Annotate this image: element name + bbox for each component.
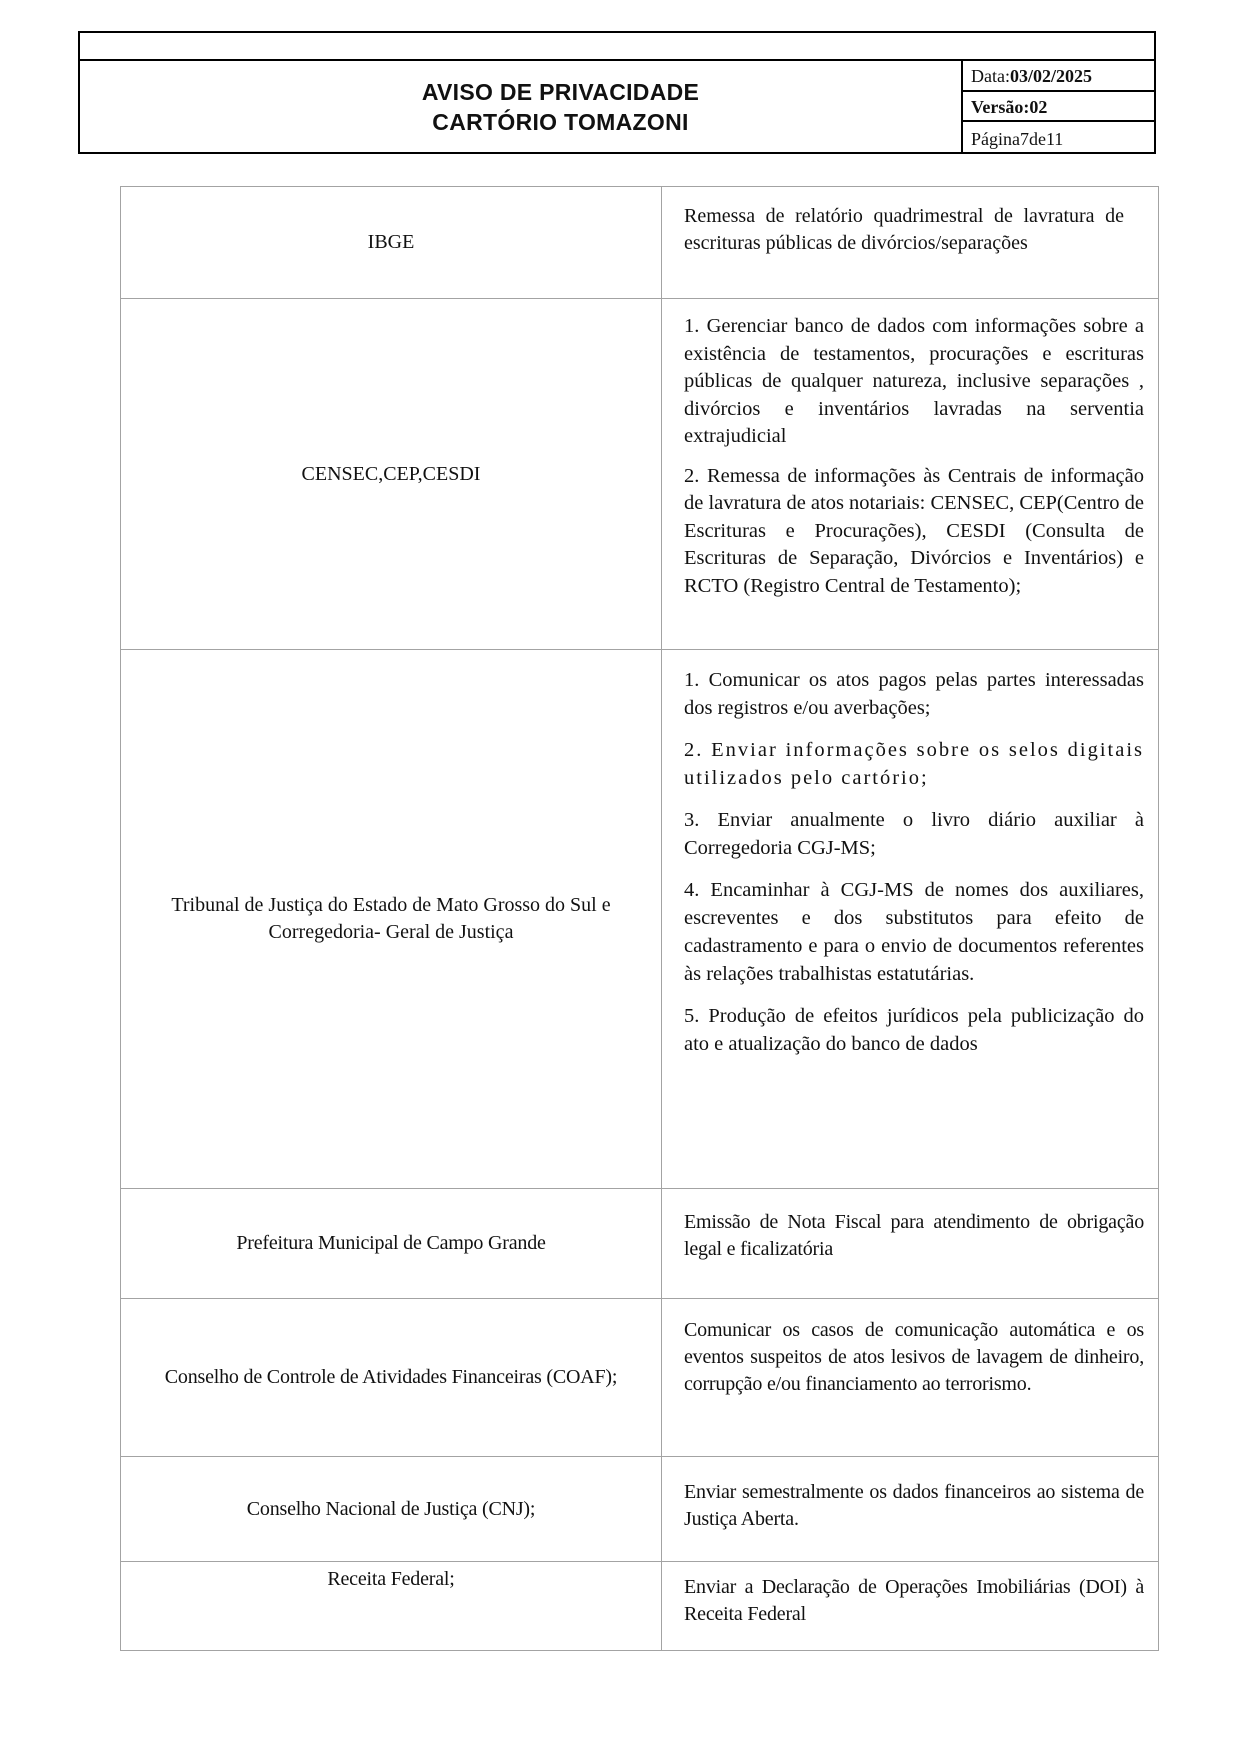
table-row-ibge: [121, 187, 1158, 299]
entity-cell: [121, 1299, 662, 1456]
title-line-2: CARTÓRIO TOMAZONI: [432, 108, 689, 135]
header-main-row: [80, 61, 1154, 152]
purpose-paragraph: Enviar semestralmente os dados financeiros ao sistema de Justiça Aberta.: [684, 1481, 1144, 1530]
date-value: 03/02/2025: [1009, 66, 1092, 86]
entity-name: Conselho de Controle de Atividades Financeiras (COAF);: [164, 1366, 618, 1388]
document-header: [78, 31, 1156, 154]
entity-cell: [121, 650, 662, 1188]
date-label: Data:: [971, 66, 1010, 86]
purpose-paragraph: 1. Comunicar os atos pagos pelas partes interessadas dos registros e/ou averbações;: [684, 669, 1144, 719]
purpose-paragraph: 2. Remessa de informações às Centrais de informação de lavratura de atos notariais: CENSEC, CEP(Centro de Escrituras e Procurações), CESDI (Consulta de Escrituras de Separação, Divórcios e Inventários) e RCTO (Registro Central de Testamento);: [684, 464, 1145, 597]
table-row-receita-federal: [121, 1562, 1158, 1650]
entities-purposes-table: [120, 186, 1159, 1651]
entity-name: Prefeitura Municipal de Campo Grande: [236, 1232, 546, 1254]
entity-name: Conselho Nacional de Justiça (CNJ);: [246, 1497, 536, 1520]
entity-cell: [121, 1189, 662, 1298]
purpose-cell: [662, 1299, 1158, 1456]
purpose-paragraph: 3. Enviar anualmente o livro diário auxiliar à Corregedoria CGJ-MS;: [684, 809, 1144, 859]
purpose-paragraph: 1. Gerenciar banco de dados com informações sobre a existência de testamentos, procurações e escrituras públicas de qualquer natureza, inclusive separações , divórcios e inventários lavradas na serventia extrajudicial: [684, 315, 1144, 447]
purpose-paragraph: Enviar a Declaração de Operações Imobiliárias (DOI) à Receita Federal: [684, 1576, 1144, 1625]
purpose-paragraph: 2. Enviar informações sobre os selos digitais utilizados pelo cartório;: [684, 739, 1144, 789]
meta-page-number: Página7de11: [971, 129, 1064, 149]
table-row-cnj: [121, 1457, 1158, 1562]
entity-cell: [121, 187, 662, 298]
purpose-cell: [662, 299, 1158, 649]
entity-name: IBGE: [367, 231, 415, 253]
title-line-1: AVISO DE PRIVACIDADE: [421, 78, 700, 105]
purpose-paragraph: Emissão de Nota Fiscal para atendimento de obrigação legal e ficalizatória: [684, 1211, 1144, 1260]
entity-cell: [121, 1562, 662, 1650]
meta-version: Versão:02: [963, 92, 1154, 122]
entity-cell: [121, 299, 662, 649]
purpose-cell: [662, 1562, 1158, 1650]
document-title: [80, 61, 961, 152]
purpose-paragraph: Comunicar os casos de comunicação automática e os eventos suspeitos de atos lesivos de lavagem de dinheiro, corrupção e/ou financiamento ao terrorismo.: [684, 1319, 1144, 1395]
header-meta: [961, 61, 1154, 152]
entity-name: Tribunal de Justiça do Estado de Mato Grosso do Sul e Corregedoria- Geral de Justiça: [171, 894, 611, 943]
purpose-paragraph: Remessa de relatório quadrimestral de lavratura de escrituras públicas de divórcios/separações: [684, 205, 1124, 254]
purpose-cell: [662, 650, 1158, 1188]
purpose-paragraph: 5. Produção de efeitos jurídicos pela publicização do ato e atualização do banco de dados: [684, 1005, 1144, 1055]
header-top-strip: [80, 33, 1154, 61]
table-row-tribunal-justica: [121, 650, 1158, 1189]
purpose-paragraph: 4. Encaminhar à CGJ-MS de nomes dos auxiliares, escreventes e dos substitutos para efeito de cadastramento e para o envio de documentos referentes às relações trabalhistas estatutárias.: [684, 879, 1144, 985]
table-row-censec: [121, 299, 1158, 650]
meta-date: [963, 61, 1154, 92]
entity-name: CENSEC,CEP,CESDI: [301, 462, 481, 485]
table-row-coaf: [121, 1299, 1158, 1457]
purpose-cell: [662, 1189, 1158, 1298]
entity-cell: [121, 1457, 662, 1561]
purpose-cell: [662, 1457, 1158, 1561]
purpose-cell: [662, 187, 1158, 298]
table-row-prefeitura: [121, 1189, 1158, 1299]
entity-name: Receita Federal;: [327, 1568, 455, 1590]
